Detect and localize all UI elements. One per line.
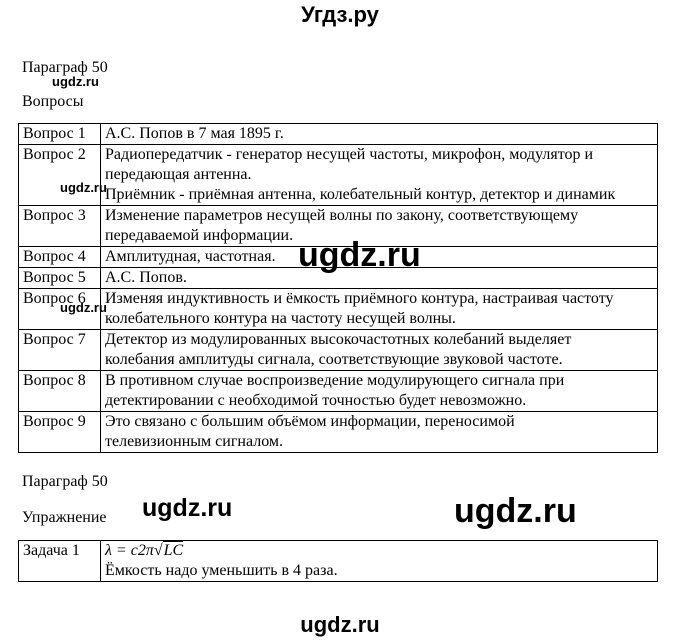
question-answer (101, 412, 658, 453)
table-row (19, 124, 658, 145)
question-label: Вопрос 4 (19, 247, 101, 268)
answer-line: Детектор из модулированных высокочастотных колебаний выделяет (105, 331, 572, 348)
question-label: Вопрос 3 (19, 206, 101, 247)
answer-line: передающая антенна. (105, 166, 252, 183)
watermark: ugdz.ru (298, 236, 421, 274)
watermark: ugdz.ru (60, 180, 107, 195)
answer-line: Изменяя индуктивность и ёмкость приёмного контура, настраивая частоту (105, 290, 614, 307)
answer-line: Приёмник - приёмная антенна, колебательный контур, детектор и динамик (105, 186, 616, 203)
task-formula (105, 541, 653, 561)
site-title: Угдз.ру (301, 2, 379, 27)
question-label: Вопрос 9 (19, 412, 101, 453)
watermark: ugdz.ru (52, 74, 99, 89)
exercise-subtitle: Упражнение (22, 509, 107, 526)
formula-left: λ = c2π (105, 542, 154, 559)
answer-line: Это связано с большим объёмом информации, переносимой (105, 413, 515, 430)
task-answer (101, 541, 658, 582)
answer-line: Радиопередатчик - генератор несущей частоты, микрофон, модулятор и (105, 146, 594, 163)
table-row (19, 268, 658, 289)
site-footer: ugdz.ru (300, 612, 380, 637)
question-answer (101, 247, 658, 268)
table-row (19, 412, 658, 453)
answer-line: детектировании с необходимой точностью будет невозможно. (105, 392, 527, 409)
answer-line: Амплитудная, частотная. (105, 248, 276, 265)
formula-radicand: LC (163, 542, 184, 559)
answer-line: Изменение параметров несущей волны по закону, соответствующему (105, 207, 579, 224)
answer-line: В противном случае воспроизведение модулирующего сигнала при (105, 372, 565, 389)
question-answer (101, 206, 658, 247)
table-row (19, 541, 658, 582)
table-row (19, 145, 658, 206)
question-answer (101, 330, 658, 371)
question-answer (101, 124, 658, 145)
table-row (19, 371, 658, 412)
section-subtitle: Вопросы (22, 93, 84, 110)
answer-line: А.С. Попов. (105, 269, 187, 286)
question-label: Вопрос 2 (19, 145, 101, 206)
question-label: Вопрос 1 (19, 124, 101, 145)
watermark: ugdz.ru (60, 300, 107, 315)
table-row (19, 206, 658, 247)
table-row (19, 330, 658, 371)
answer-line: телевизионным сигналом. (105, 433, 284, 450)
answer-line: колебательного контура на частоту несущей волны. (105, 310, 456, 327)
question-label: Вопрос 7 (19, 330, 101, 371)
watermark: ugdz.ru (142, 494, 233, 522)
sqrt-icon: √ (153, 542, 163, 559)
question-answer (101, 268, 658, 289)
answer-line: А.С. Попов в 7 мая 1895 г. (105, 125, 284, 142)
answer-line: колебания амплитуды сигнала, соответствующие звуковой частоте. (105, 351, 563, 368)
question-label: Вопрос 6 (19, 289, 101, 330)
question-answer (101, 371, 658, 412)
question-label: Вопрос 5 (19, 268, 101, 289)
watermark: ugdz.ru (454, 492, 577, 530)
task-answer-text: Ёмкость надо уменьшить в 4 раза. (105, 562, 338, 579)
question-answer (101, 145, 658, 206)
exercise-table (18, 540, 658, 582)
answer-line: передаваемой информации. (105, 227, 294, 244)
question-answer (101, 289, 658, 330)
questions-table (18, 123, 658, 453)
question-label: Вопрос 8 (19, 371, 101, 412)
paragraph-heading: Параграф 50 (22, 59, 108, 76)
table-row (19, 247, 658, 268)
paragraph-heading-2: Параграф 50 (22, 473, 108, 490)
task-label: Задача 1 (19, 541, 101, 582)
table-row (19, 289, 658, 330)
